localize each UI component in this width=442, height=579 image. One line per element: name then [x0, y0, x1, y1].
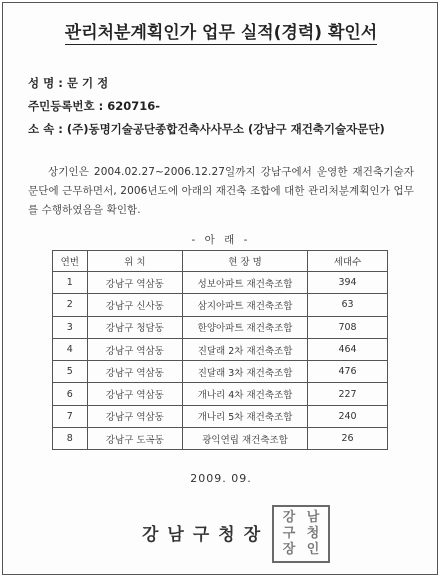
records-table — [52, 250, 388, 450]
cell-units: 227 — [308, 383, 388, 405]
below-note: - 아 래 - — [191, 234, 251, 246]
document-title-text: 관리처분계획인가 업무 실적(경력) 확인서 — [64, 23, 378, 43]
field-name-label: 성 명 : — [28, 76, 63, 90]
field-name — [28, 75, 108, 91]
header-no: 연번 — [53, 251, 88, 272]
table-row — [53, 383, 388, 405]
cell-site-name: 성보아파트 재건축조합 — [183, 272, 308, 294]
field-name-value: 문 기 정 — [66, 76, 109, 90]
cell-location: 강남구 청담동 — [87, 316, 183, 338]
header-location: 위 치 — [87, 251, 183, 272]
cell-location: 강남구 신사동 — [87, 294, 183, 316]
header-units: 세대수 — [308, 251, 388, 272]
cell-units: 476 — [308, 361, 388, 383]
table-row — [53, 428, 388, 450]
cell-no: 8 — [53, 428, 88, 450]
seal-char: 청 — [306, 526, 320, 541]
seal-char: 강 — [282, 510, 296, 525]
cell-location: 강남구 역삼동 — [87, 361, 183, 383]
seal-char: 남 — [306, 510, 320, 525]
cell-no: 6 — [53, 383, 88, 405]
cell-no: 2 — [53, 294, 88, 316]
cell-no: 3 — [53, 316, 88, 338]
field-resident-number-label: 주민등록번호 : — [28, 99, 104, 113]
seal-char: 인 — [306, 542, 320, 557]
field-affiliation-label: 소 속 : — [28, 122, 63, 136]
table-row — [53, 361, 388, 383]
cell-location: 강남구 역삼동 — [87, 338, 183, 360]
cell-site-name: 개나리 4차 재건축조합 — [183, 383, 308, 405]
official-seal — [272, 505, 330, 563]
table-row — [53, 316, 388, 338]
table-header-row — [53, 251, 388, 272]
header-site-name: 현 장 명 — [183, 251, 308, 272]
cell-site-name: 진달래 3차 재건축조합 — [183, 361, 308, 383]
document-title — [0, 18, 442, 43]
field-resident-number-value: 620716- — [107, 99, 161, 113]
cell-site-name: 개나리 5차 재건축조합 — [183, 405, 308, 427]
cell-units: 63 — [308, 294, 388, 316]
cell-location: 강남구 역삼동 — [87, 405, 183, 427]
table-row — [53, 338, 388, 360]
cell-units: 394 — [308, 272, 388, 294]
cell-site-name: 삼지아파트 재건축조합 — [183, 294, 308, 316]
table-row — [53, 405, 388, 427]
cell-no: 4 — [53, 338, 88, 360]
confirmation-body: 상기인은 2004.02.27~2006.12.27일까지 강남구에서 운영한 재건축기술자문단에 근무하면서, 2006년도에 아래의 재건축 조합에 대한 관리처분계획인가 업무를 수행하였음을 확인함. — [28, 166, 414, 216]
field-affiliation — [28, 121, 385, 137]
cell-units: 240 — [308, 405, 388, 427]
field-resident-number — [28, 98, 160, 114]
cell-no: 7 — [53, 405, 88, 427]
cell-site-name: 진달래 2차 재건축조합 — [183, 338, 308, 360]
table-row — [53, 294, 388, 316]
table-row — [53, 272, 388, 294]
cell-site-name: 광익연립 재건축조합 — [183, 428, 308, 450]
cell-no: 1 — [53, 272, 88, 294]
seal-char: 구 — [282, 526, 296, 541]
cell-units: 464 — [308, 338, 388, 360]
cell-units: 26 — [308, 428, 388, 450]
field-affiliation-value: (주)동명기술공단종합건축사사무소 (강남구 재건축기술자문단) — [66, 122, 385, 136]
cell-no: 5 — [53, 361, 88, 383]
cell-location: 강남구 역삼동 — [87, 383, 183, 405]
cell-units: 708 — [308, 316, 388, 338]
issue-date: 2009. 09. — [190, 472, 252, 485]
seal-char: 장 — [282, 542, 296, 557]
cell-location: 강남구 역삼동 — [87, 272, 183, 294]
cell-location: 강남구 도곡동 — [87, 428, 183, 450]
cell-site-name: 한양아파트 재건축조합 — [183, 316, 308, 338]
issuer-name: 강남구청장 — [142, 525, 270, 545]
